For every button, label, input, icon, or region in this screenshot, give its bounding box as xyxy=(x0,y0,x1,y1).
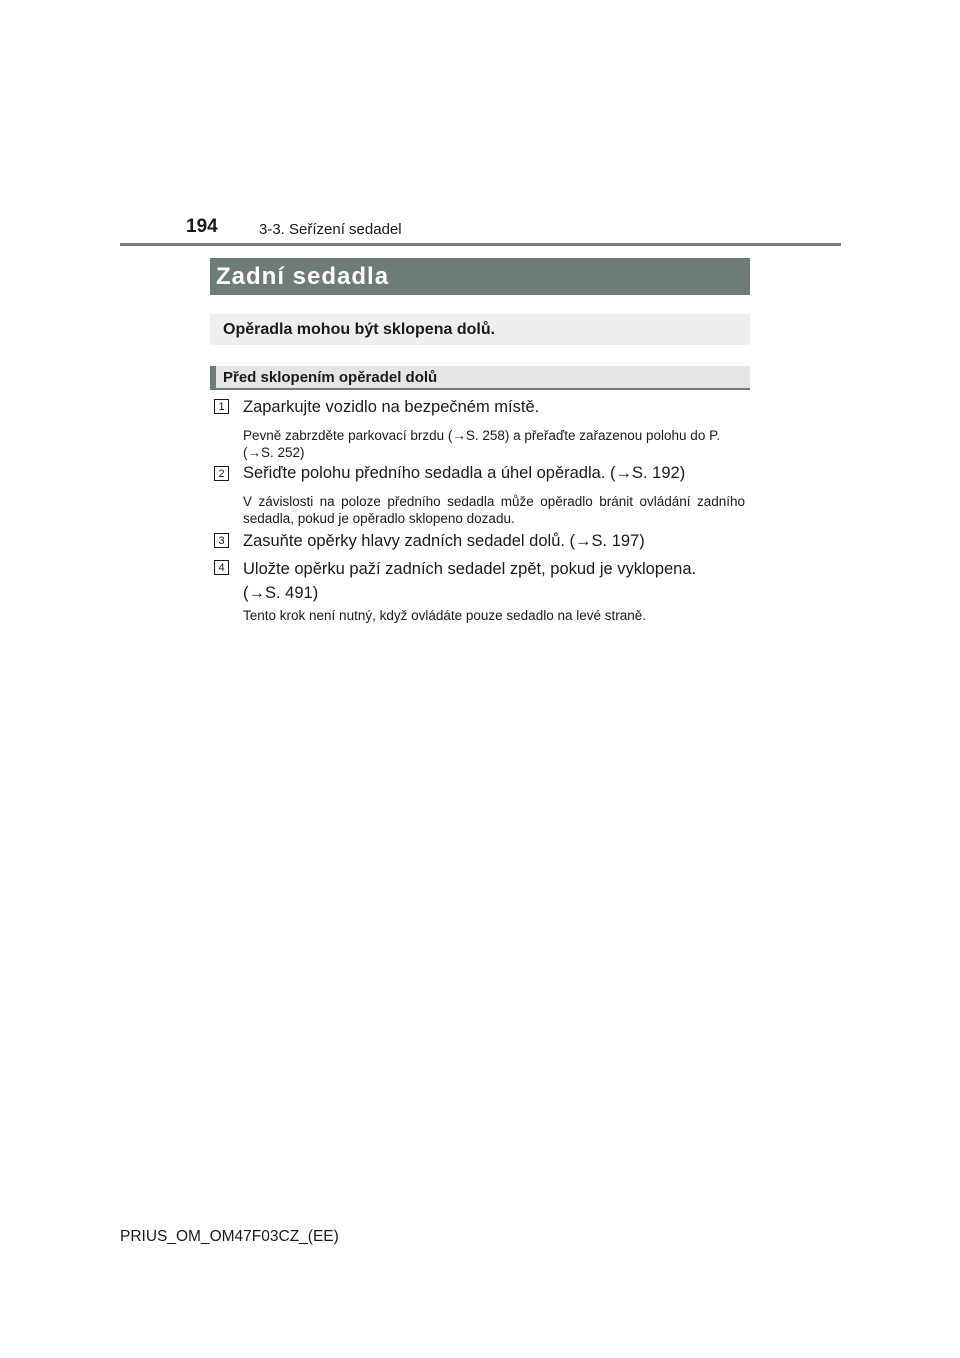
step-2-note: V závislosti na poloze předního sedadla může opěradlo bránit ovládání zadního sedadla, pokud je opěradlo sklopeno dozadu. xyxy=(243,494,745,526)
page-title: Zadní sedadla xyxy=(210,258,750,295)
page-number: 194 xyxy=(186,216,218,237)
intro-box: Opěradla mohou být sklopena dolů. xyxy=(210,314,750,345)
subsection-heading: Před sklopením opěradel dolů xyxy=(210,366,750,390)
step-1-badge: 1 xyxy=(214,399,229,414)
step-2-badge: 2 xyxy=(214,466,229,481)
step-2-text: Seřiďte polohu předního sedadla a úhel opěradla. (→S. 192) xyxy=(243,464,686,482)
document-footer: PRIUS_OM_OM47F03CZ_(EE) xyxy=(120,1228,339,1245)
section-label: 3-3. Seřízení sedadel xyxy=(259,221,402,238)
header-rule xyxy=(120,243,841,246)
step-4-text: Uložte opěrku paží zadních sedadel zpět, pokud je vyklopena. (→S. 491) xyxy=(243,560,697,602)
step-1-note: Pevně zabrzděte parkovací brzdu (→S. 258) a přeřaďte zařazenou polohu do P. (→S. 252) xyxy=(243,428,721,460)
step-3-badge: 3 xyxy=(214,533,229,548)
step-3-text: Zasuňte opěrky hlavy zadních sedadel dolů. (→S. 197) xyxy=(243,532,645,550)
step-4-note: Tento krok není nutný, když ovládáte pouze sedadlo na levé straně. xyxy=(243,608,647,623)
step-4-badge: 4 xyxy=(214,560,229,575)
step-1-text: Zaparkujte vozidlo na bezpečném místě. xyxy=(243,398,540,416)
